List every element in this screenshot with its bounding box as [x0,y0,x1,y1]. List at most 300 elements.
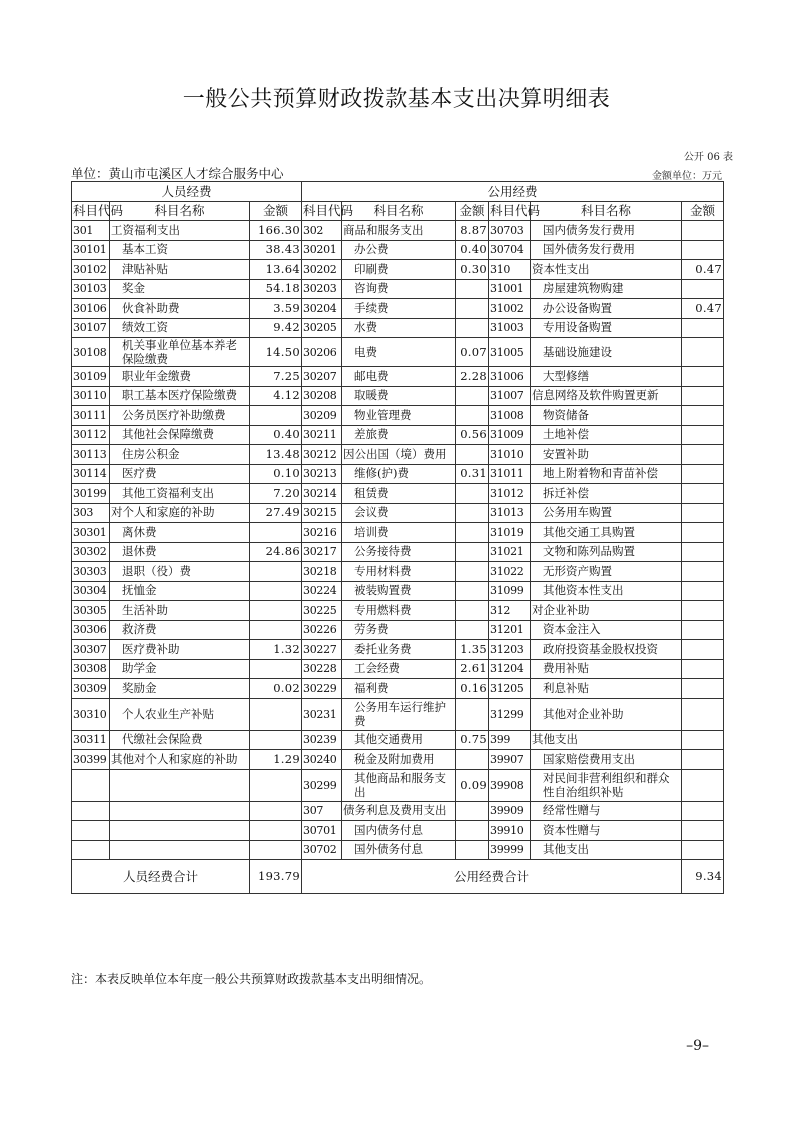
amount-cell [250,659,302,679]
subject-code-cell: 30217 [302,542,342,562]
subject-code-cell: 30304 [72,581,110,601]
totals-row [72,860,724,894]
table-row [72,318,724,338]
subject-code-cell: 30299 [302,769,342,801]
amount-cell [250,821,302,841]
amount-cell: 0.47 [682,299,724,319]
amount-cell [682,484,724,504]
subject-name-cell: 办公设备购置 [531,299,682,319]
amount-cell: 0.09 [456,769,489,801]
col-header-code: 科目代码 [72,201,110,221]
table-row [72,386,724,406]
subject-name-cell: 资本性赠与 [531,821,682,841]
subject-name-cell: 公务用车运行维护费 [342,698,456,730]
amount-cell: 0.40 [250,425,302,445]
amount-cell: 0.07 [456,338,489,367]
subject-name-cell [110,769,250,801]
amount-cell [682,240,724,260]
amount-cell: 166.30 [250,221,302,241]
subject-name-cell: 专用燃料费 [342,601,456,621]
subject-name-cell: 国家赔偿费用支出 [531,750,682,770]
subject-name-cell: 医疗费补助 [110,640,250,660]
amount-cell [456,318,489,338]
subject-name-cell: 离休费 [110,523,250,543]
subject-name-cell: 无形资产购置 [531,562,682,582]
subject-name-cell: 办公费 [342,240,456,260]
subject-name-cell: 国内债务付息 [342,821,456,841]
col-header-amount: 金额 [682,201,724,221]
subject-name-cell: 差旅费 [342,425,456,445]
amount-cell [456,581,489,601]
amount-cell [682,601,724,621]
subject-code-cell: 30114 [72,464,110,484]
table-row [72,601,724,621]
subject-code-cell: 39907 [489,750,531,770]
subject-code-cell: 30106 [72,299,110,319]
subject-code-cell: 30311 [72,730,110,750]
amount-cell [682,338,724,367]
subject-code-cell: 31299 [489,698,531,730]
subject-code-cell: 31201 [489,620,531,640]
amount-cell: 4.12 [250,386,302,406]
col-header-amount: 金额 [456,201,489,221]
subject-code-cell: 30309 [72,679,110,699]
subject-code-cell: 30306 [72,620,110,640]
subject-name-cell: 退职（役）费 [110,562,250,582]
page-number: –9– [686,1038,709,1054]
subject-name-cell: 对个人和家庭的补助 [110,503,250,523]
table-row [72,581,724,601]
table-body [72,221,724,860]
subject-code-cell [72,821,110,841]
amount-cell [682,698,724,730]
table-row [72,299,724,319]
subject-code-cell: 30206 [302,338,342,367]
subject-code-cell: 30102 [72,260,110,280]
amount-cell [250,562,302,582]
subject-code-cell: 30101 [72,240,110,260]
amount-cell: 24.86 [250,542,302,562]
subject-code-cell: 30215 [302,503,342,523]
amount-cell [456,562,489,582]
table-row [72,640,724,660]
table-row [72,679,724,699]
subject-name-cell: 物资储备 [531,406,682,426]
subject-name-cell [110,801,250,821]
amount-cell [682,503,724,523]
subject-name-cell: 代缴社会保险费 [110,730,250,750]
public-total-amount: 9.34 [682,860,724,894]
amount-cell [682,445,724,465]
subject-name-cell: 税金及附加费用 [342,750,456,770]
subject-code-cell: 30201 [302,240,342,260]
subject-code-cell: 30224 [302,581,342,601]
subject-name-cell: 抚恤金 [110,581,250,601]
subject-code-cell: 30226 [302,620,342,640]
subject-name-cell: 印刷费 [342,260,456,280]
col-header-code: 科目代码 [489,201,531,221]
table-row [72,769,724,801]
subject-code-cell: 31203 [489,640,531,660]
subject-name-cell: 奖励金 [110,679,250,699]
subject-code-cell: 30231 [302,698,342,730]
subject-name-cell: 公务员医疗补助缴费 [110,406,250,426]
subject-name-cell: 邮电费 [342,367,456,387]
amount-cell [456,750,489,770]
subject-code-cell: 30308 [72,659,110,679]
subject-code-cell: 30399 [72,750,110,770]
subject-code-cell: 30307 [72,640,110,660]
amount-cell [456,503,489,523]
subject-name-cell: 机关事业单位基本养老保险缴费 [110,338,250,367]
table-row [72,523,724,543]
subject-name-cell: 利息补贴 [531,679,682,699]
subject-name-cell: 信息网络及软件购置更新 [531,386,682,406]
public-total-label: 公用经费合计 [302,860,682,894]
subject-code-cell: 302 [302,221,342,241]
subject-name-cell: 对民间非营利组织和群众性自治组织补贴 [531,769,682,801]
subject-code-cell: 30108 [72,338,110,367]
subject-name-cell: 职业年金缴费 [110,367,250,387]
subject-name-cell: 其他工资福利支出 [110,484,250,504]
subject-code-cell: 301 [72,221,110,241]
subject-name-cell: 地上附着物和青苗补偿 [531,464,682,484]
amount-cell: 2.61 [456,659,489,679]
subject-name-cell: 劳务费 [342,620,456,640]
table-row [72,484,724,504]
amount-cell [456,299,489,319]
subject-name-cell: 委托业务费 [342,640,456,660]
subject-name-cell: 经常性赠与 [531,801,682,821]
subject-code-cell: 31205 [489,679,531,699]
subject-name-cell [110,821,250,841]
amount-cell: 1.29 [250,750,302,770]
table-row [72,503,724,523]
subject-code-cell: 30208 [302,386,342,406]
subject-code-cell: 31001 [489,279,531,299]
table-row [72,840,724,860]
amount-cell [456,821,489,841]
subject-name-cell: 电费 [342,338,456,367]
amount-cell: 0.31 [456,464,489,484]
table-row [72,338,724,367]
subject-code-cell: 30701 [302,821,342,841]
subject-code-cell: 30199 [72,484,110,504]
subject-code-cell: 31012 [489,484,531,504]
subject-name-cell: 被装购置费 [342,581,456,601]
subject-code-cell: 30212 [302,445,342,465]
subject-name-cell: 其他社会保障缴费 [110,425,250,445]
amount-cell [250,801,302,821]
table-row [72,425,724,445]
subject-code-cell: 30213 [302,464,342,484]
amount-cell [682,730,724,750]
subject-name-cell: 公务用车购置 [531,503,682,523]
table-row [72,542,724,562]
table-row [72,221,724,241]
subject-code-cell: 39909 [489,801,531,821]
subject-name-cell: 工会经费 [342,659,456,679]
amount-cell [682,562,724,582]
subject-code-cell: 30240 [302,750,342,770]
amount-cell: 27.49 [250,503,302,523]
subject-name-cell: 其他交通费用 [342,730,456,750]
subject-code-cell: 30107 [72,318,110,338]
subject-code-cell: 31099 [489,581,531,601]
page-title: 一般公共预算财政拨款基本支出决算明细表 [182,87,611,112]
subject-name-cell: 退休费 [110,542,250,562]
form-number: 公开 06 表 [683,152,733,163]
subject-code-cell: 30218 [302,562,342,582]
subject-code-cell: 312 [489,601,531,621]
subject-name-cell: 拆迁补偿 [531,484,682,504]
subject-name-cell: 维修(护)费 [342,464,456,484]
amount-cell [682,620,724,640]
table-row [72,464,724,484]
amount-cell: 0.10 [250,464,302,484]
subject-code-cell: 31022 [489,562,531,582]
subject-name-cell: 咨询费 [342,279,456,299]
amount-cell [682,386,724,406]
amount-cell [682,659,724,679]
subject-name-cell: 取暖费 [342,386,456,406]
amount-cell: 0.02 [250,679,302,699]
subject-code-cell: 39910 [489,821,531,841]
subject-code-cell: 303 [72,503,110,523]
amount-cell [250,769,302,801]
subject-code-cell: 31007 [489,386,531,406]
subject-name-cell: 对企业补助 [531,601,682,621]
subject-name-cell: 文物和陈列品购置 [531,542,682,562]
subject-code-cell: 30113 [72,445,110,465]
amount-cell [456,445,489,465]
col-header-amount: 金额 [250,201,302,221]
subject-name-cell: 职工基本医疗保险缴费 [110,386,250,406]
amount-cell [456,601,489,621]
subject-code-cell: 31005 [489,338,531,367]
subject-code-cell: 399 [489,730,531,750]
subject-code-cell: 30202 [302,260,342,280]
subject-name-cell: 基本工资 [110,240,250,260]
table-row [72,698,724,730]
subject-code-cell: 31204 [489,659,531,679]
amount-cell: 54.18 [250,279,302,299]
subject-name-cell: 津贴补贴 [110,260,250,280]
expenditure-detail-table [71,181,724,894]
amount-cell [682,279,724,299]
subject-name-cell: 国内债务发行费用 [531,221,682,241]
money-unit-label: 金额单位：万元 [652,171,722,182]
amount-cell: 9.42 [250,318,302,338]
unit-label: 单位：黄山市屯溪区人才综合服务中心 [71,166,284,181]
subject-name-cell: 物业管理费 [342,406,456,426]
subject-code-cell: 30227 [302,640,342,660]
personnel-total-amount: 193.79 [250,860,302,894]
subject-code-cell: 30301 [72,523,110,543]
subject-code-cell: 30209 [302,406,342,426]
amount-cell: 0.75 [456,730,489,750]
amount-cell [250,601,302,621]
amount-cell [250,523,302,543]
amount-cell [250,581,302,601]
subject-name-cell: 救济费 [110,620,250,640]
subject-name-cell: 绩效工资 [110,318,250,338]
subject-name-cell: 公务接待费 [342,542,456,562]
amount-cell: 3.59 [250,299,302,319]
subject-code-cell: 39908 [489,769,531,801]
subject-code-cell: 30302 [72,542,110,562]
subject-name-cell: 其他交通工具购置 [531,523,682,543]
subject-code-cell: 30109 [72,367,110,387]
amount-cell [250,406,302,426]
subject-code-cell: 30216 [302,523,342,543]
table-row [72,750,724,770]
subject-name-cell: 基础设施建设 [531,338,682,367]
subject-name-cell: 其他支出 [531,840,682,860]
subject-name-cell: 房屋建筑物购建 [531,279,682,299]
subject-code-cell: 39999 [489,840,531,860]
subject-name-cell: 手续费 [342,299,456,319]
subject-name-cell: 奖金 [110,279,250,299]
amount-cell [456,523,489,543]
amount-cell: 0.47 [682,260,724,280]
subject-code-cell: 30704 [489,240,531,260]
subject-code-cell: 31019 [489,523,531,543]
subject-code-cell: 31021 [489,542,531,562]
subject-name-cell: 助学金 [110,659,250,679]
amount-cell [250,840,302,860]
subject-name-cell: 福利费 [342,679,456,699]
table-row [72,240,724,260]
amount-cell [682,769,724,801]
table-row [72,562,724,582]
amount-cell [682,464,724,484]
subject-name-cell: 政府投资基金股权投资 [531,640,682,660]
amount-cell [682,406,724,426]
amount-cell [682,801,724,821]
table-row [72,620,724,640]
amount-cell [456,620,489,640]
amount-cell [682,318,724,338]
subject-name-cell [110,840,250,860]
subject-code-cell: 30214 [302,484,342,504]
amount-cell [682,840,724,860]
subject-code-cell: 31010 [489,445,531,465]
subject-code-cell: 30103 [72,279,110,299]
table-row [72,445,724,465]
amount-cell [682,523,724,543]
table-row [72,730,724,750]
subject-name-cell: 大型修缮 [531,367,682,387]
amount-cell [456,484,489,504]
amount-cell: 0.40 [456,240,489,260]
subject-code-cell: 30203 [302,279,342,299]
subject-code-cell: 31008 [489,406,531,426]
subject-code-cell: 30110 [72,386,110,406]
subject-code-cell: 30305 [72,601,110,621]
amount-cell [682,581,724,601]
amount-cell: 7.25 [250,367,302,387]
subject-code-cell: 30225 [302,601,342,621]
table-note: 注：本表反映单位本年度一般公共预算财政拨款基本支出明细情况。 [71,972,432,986]
amount-cell [682,750,724,770]
amount-cell [682,640,724,660]
subject-name-cell: 专用设备购置 [531,318,682,338]
subject-name-cell: 土地补偿 [531,425,682,445]
amount-cell: 14.50 [250,338,302,367]
subject-code-cell: 31003 [489,318,531,338]
subject-name-cell: 个人农业生产补贴 [110,698,250,730]
subject-name-cell: 住房公积金 [110,445,250,465]
subject-name-cell: 会议费 [342,503,456,523]
amount-cell: 0.30 [456,260,489,280]
amount-cell [456,840,489,860]
table-row [72,279,724,299]
amount-cell: 1.35 [456,640,489,660]
subject-code-cell: 30229 [302,679,342,699]
subject-name-cell: 其他对企业补助 [531,698,682,730]
table-row [72,260,724,280]
col-header-name: 科目名称 [531,201,682,221]
amount-cell [456,801,489,821]
subject-code-cell: 30111 [72,406,110,426]
section-header-row [72,182,724,202]
amount-cell [456,542,489,562]
subject-code-cell: 30205 [302,318,342,338]
subject-name-cell: 因公出国（境）费用 [342,445,456,465]
subject-code-cell: 31013 [489,503,531,523]
subject-code-cell: 30239 [302,730,342,750]
amount-cell: 13.64 [250,260,302,280]
subject-code-cell: 30702 [302,840,342,860]
subject-name-cell: 伙食补助费 [110,299,250,319]
subject-name-cell: 租赁费 [342,484,456,504]
amount-cell: 13.48 [250,445,302,465]
subject-code-cell [72,769,110,801]
subject-code-cell: 30310 [72,698,110,730]
amount-cell [456,698,489,730]
subject-code-cell: 30703 [489,221,531,241]
subject-code-cell: 30228 [302,659,342,679]
amount-cell [456,386,489,406]
subject-code-cell: 31006 [489,367,531,387]
subject-name-cell: 国外债务发行费用 [531,240,682,260]
subject-name-cell: 资本性支出 [531,260,682,280]
table-row [72,406,724,426]
subject-code-cell: 30207 [302,367,342,387]
subject-code-cell: 307 [302,801,342,821]
amount-cell [456,406,489,426]
subject-code-cell: 30211 [302,425,342,445]
amount-cell [250,698,302,730]
subject-name-cell: 商品和服务支出 [342,221,456,241]
table-row [72,367,724,387]
amount-cell: 1.32 [250,640,302,660]
col-header-name: 科目名称 [110,201,250,221]
subject-name-cell: 培训费 [342,523,456,543]
subject-name-cell: 工资福利支出 [110,221,250,241]
subject-code-cell: 31011 [489,464,531,484]
table-row [72,659,724,679]
subject-code-cell: 31009 [489,425,531,445]
col-header-name: 科目名称 [342,201,456,221]
col-header-code: 科目代码 [302,201,342,221]
subject-name-cell: 医疗费 [110,464,250,484]
section-header-personnel: 人员经费 [72,182,302,202]
subject-code-cell: 30303 [72,562,110,582]
amount-cell [250,620,302,640]
subject-name-cell: 其他资本性支出 [531,581,682,601]
